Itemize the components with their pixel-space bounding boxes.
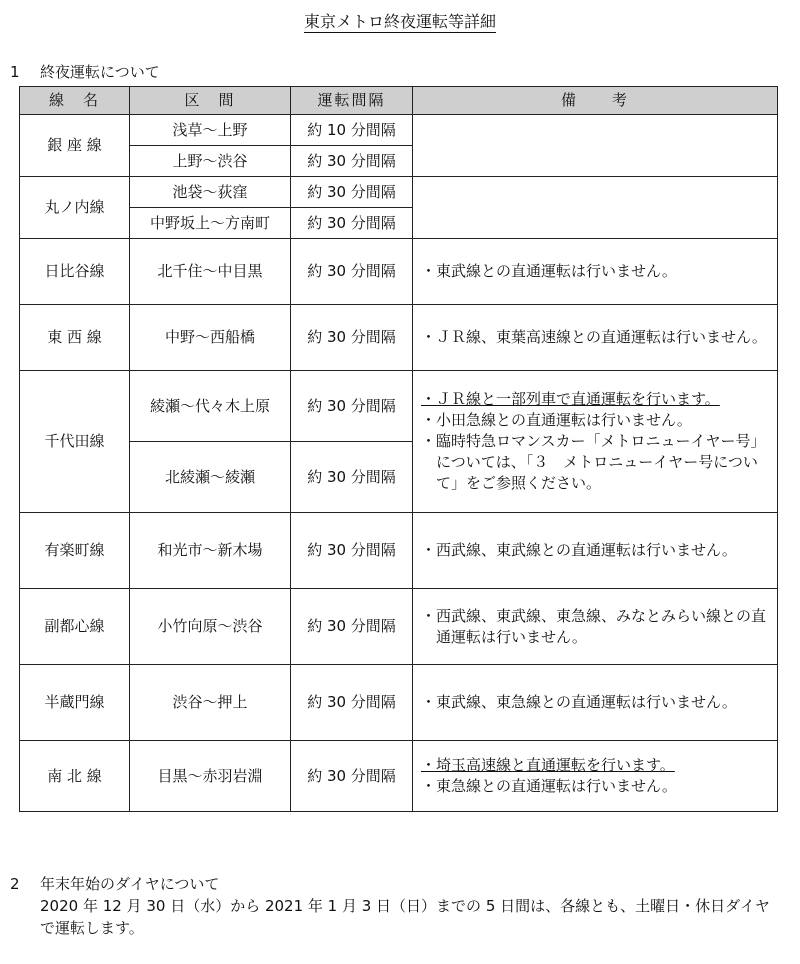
section-cell: 目黒〜赤羽岩淵	[130, 741, 291, 812]
interval-cell: 約 30 分間隔	[291, 741, 413, 812]
header-remarks: 備 考	[413, 87, 778, 115]
remark-text: ・東急線との直通運転は行いません。	[421, 777, 677, 795]
section-cell: 小竹向原〜渋谷	[130, 589, 291, 665]
remarks-cell	[413, 513, 778, 589]
header-section: 区 間	[130, 87, 291, 115]
all-night-operation-table	[19, 86, 778, 812]
interval-cell: 約 30 分間隔	[291, 371, 413, 442]
interval-cell: 約 30 分間隔	[291, 513, 413, 589]
section-cell: 上野〜渋谷	[130, 146, 291, 177]
line-name-yurakucho: 有楽町線	[20, 513, 130, 589]
interval-cell: 約 30 分間隔	[291, 208, 413, 239]
section-2	[10, 873, 780, 939]
remarks-cell	[413, 741, 778, 812]
table-row	[20, 305, 778, 371]
section-1-heading	[10, 61, 160, 83]
section-2-body: 2020 年 12 月 30 日（水）から 2021 年 1 月 3 日（日）までの 5 日間は、各線とも、土曜日・休日ダイヤで運転します。	[40, 897, 770, 937]
interval-cell: 約 30 分間隔	[291, 177, 413, 208]
remarks-cell	[413, 115, 778, 177]
table-row	[20, 589, 778, 665]
table-row	[20, 177, 778, 208]
remark-text: ・ＪＲ線、東葉高速線との直通運転は行いません。	[421, 328, 767, 346]
remark-text: ・東武線、東急線との直通運転は行いません。	[421, 693, 737, 711]
remark-text: ・埼玉高速線と直通運転を行います。	[421, 756, 675, 774]
remark-text: ・西武線、東武線、東急線、みなとみらい線との直通運転は行いません。	[421, 606, 767, 646]
remarks-cell	[413, 177, 778, 239]
section-cell: 北千住〜中目黒	[130, 239, 291, 305]
document-title: 東京メトロ終夜運転等詳細	[303, 12, 496, 31]
table-row	[20, 371, 778, 442]
section-1-number: 1	[10, 63, 20, 81]
line-name-hanzomon: 半蔵門線	[20, 665, 130, 741]
table-row	[20, 513, 778, 589]
remark-text: ・西武線、東武線との直通運転は行いません。	[421, 541, 737, 559]
section-2-heading	[10, 873, 780, 895]
remarks-cell	[413, 239, 778, 305]
section-cell: 和光市〜新木場	[130, 513, 291, 589]
section-cell: 池袋〜荻窪	[130, 177, 291, 208]
table-row	[20, 239, 778, 305]
line-name-ginza: 銀 座 線	[20, 115, 130, 177]
remarks-cell	[413, 305, 778, 371]
remarks-cell	[413, 589, 778, 665]
section-cell: 綾瀬〜代々木上原	[130, 371, 291, 442]
interval-cell: 約 30 分間隔	[291, 146, 413, 177]
remark-text: ・ＪＲ線と一部列車で直通運転を行います。	[421, 390, 720, 408]
table-header-row	[20, 87, 778, 115]
remark-text: ・小田急線との直通運転は行いません。	[421, 411, 692, 429]
line-name-tozai: 東 西 線	[20, 305, 130, 371]
section-2-number: 2	[10, 875, 20, 893]
line-name-hibiya: 日比谷線	[20, 239, 130, 305]
table-row	[20, 741, 778, 812]
remark-text: ・臨時特急ロマンスカー「メトロニューイヤー号」については、「３ メトロニューイヤー号について」をご参照ください。	[421, 432, 766, 492]
remark-text: ・東武線との直通運転は行いません。	[421, 262, 677, 280]
section-cell: 北綾瀬〜綾瀬	[130, 442, 291, 513]
interval-cell: 約 30 分間隔	[291, 665, 413, 741]
interval-cell: 約 30 分間隔	[291, 239, 413, 305]
section-cell: 浅草〜上野	[130, 115, 291, 146]
line-name-fukutoshin: 副都心線	[20, 589, 130, 665]
section-cell: 渋谷〜押上	[130, 665, 291, 741]
interval-cell: 約 10 分間隔	[291, 115, 413, 146]
section-1-title: 終夜運転について	[40, 63, 160, 81]
remarks-cell	[413, 371, 778, 513]
header-line-name: 線 名	[20, 87, 130, 115]
interval-cell: 約 30 分間隔	[291, 589, 413, 665]
line-name-namboku: 南 北 線	[20, 741, 130, 812]
table-row	[20, 665, 778, 741]
line-name-chiyoda: 千代田線	[20, 371, 130, 513]
interval-cell: 約 30 分間隔	[291, 305, 413, 371]
section-2-title: 年末年始のダイヤについて	[40, 875, 220, 893]
header-interval: 運転間隔	[291, 87, 413, 115]
table-row	[20, 115, 778, 146]
section-cell: 中野〜西船橋	[130, 305, 291, 371]
section-cell: 中野坂上〜方南町	[130, 208, 291, 239]
interval-cell: 約 30 分間隔	[291, 442, 413, 513]
remarks-cell	[413, 665, 778, 741]
line-name-marunouchi: 丸ノ内線	[20, 177, 130, 239]
